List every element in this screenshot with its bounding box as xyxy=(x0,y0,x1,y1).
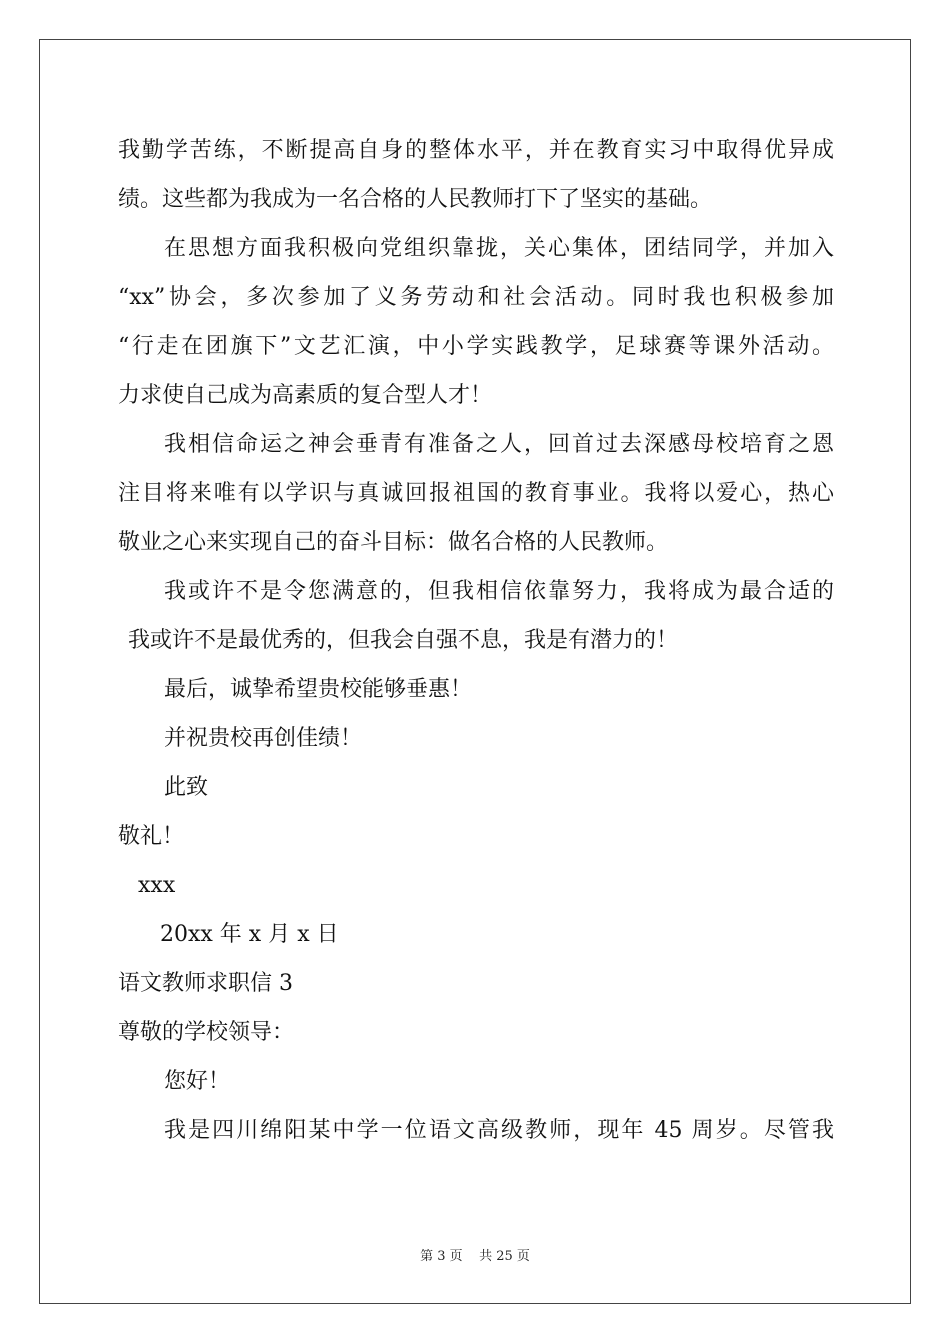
signature-line: xxx xyxy=(138,873,176,898)
text-line: 注目将来唯有以学识与真诚回报祖国的教育事业。我将以爱心，热心 xyxy=(118,481,834,506)
text-line: 绩。这些都为我成为一名合格的人民教师打下了坚实的基础。 xyxy=(118,187,713,212)
text-line: 我是四川绵阳某中学一位语文高级教师，现年 45 周岁。尽管我 xyxy=(164,1118,834,1143)
date-line: 20xx 年 x 月 x 日 xyxy=(160,922,339,947)
text-line: 并祝贵校再创佳绩！ xyxy=(164,726,363,751)
text-line: 我相信命运之神会垂青有准备之人，回首过去深感母校培育之恩 xyxy=(164,432,834,457)
text-line: 最后，诚挚希望贵校能够垂惠！ xyxy=(164,677,473,702)
text-line: 我或许不是令您满意的，但我相信依靠努力，我将成为最合适的 xyxy=(164,579,834,604)
text-line: 在思想方面我积极向党组织靠拢，关心集体，团结同学，并加入 xyxy=(164,236,834,261)
text-line: 力求使自己成为高素质的复合型人才！ xyxy=(118,383,493,408)
section-title: 语文教师求职信 3 xyxy=(118,971,293,996)
text-line: 我勤学苦练，不断提高自身的整体水平，并在教育实习中取得优异成 xyxy=(118,138,834,163)
text-line: 敬业之心来实现自己的奋斗目标：做名合格的人民教师。 xyxy=(118,530,669,555)
document-body xyxy=(118,126,834,1155)
salutation-line: 敬礼！ xyxy=(118,824,185,849)
page-footer: 第 3 页 共 25 页 xyxy=(420,1249,530,1264)
text-line: 我或许不是最优秀的，但我会自强不息，我是有潜力的！ xyxy=(128,628,679,653)
closing-line: 此致 xyxy=(164,775,209,800)
greeting-recipient: 尊敬的学校领导： xyxy=(118,1020,295,1045)
text-line: “xx”协会，多次参加了义务劳动和社会活动。同时我也积极参加 xyxy=(118,285,834,310)
greeting-line: 您好！ xyxy=(164,1069,231,1094)
text-line: “行走在团旗下”文艺汇演，中小学实践教学，足球赛等课外活动。 xyxy=(118,334,834,359)
